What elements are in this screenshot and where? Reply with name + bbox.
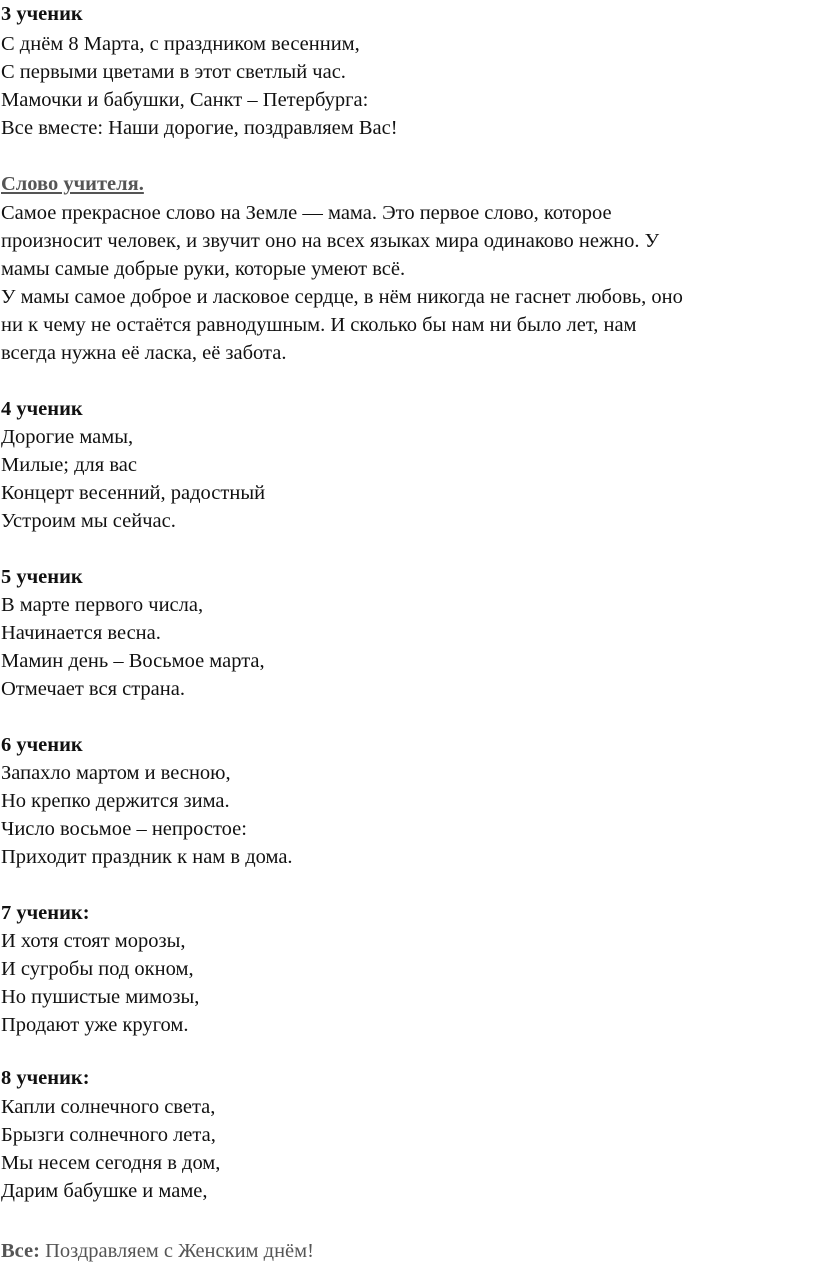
heading-student-4: 4 ученик xyxy=(1,398,83,420)
poem-line: Все вместе: Наши дорогие, поздравляем Вас! xyxy=(1,117,398,139)
heading-teacher-word: Слово учителя. xyxy=(1,173,144,195)
poem-line: Начинается весна. xyxy=(1,622,161,644)
poem-line: Продают уже кругом. xyxy=(1,1014,189,1036)
poem-line: Концерт весенний, радостный xyxy=(1,482,266,504)
poem-line: Брызги солнечного лета, xyxy=(1,1124,216,1146)
prose-line: произносит человек, и звучит оно на всех языках мира одинаково нежно. У xyxy=(1,230,660,252)
prose-line: ни к чему не остаётся равнодушным. И сколько бы нам ни было лет, нам xyxy=(1,314,637,336)
poem-line: Мамочки и бабушки, Санкт – Петербурга: xyxy=(1,89,369,111)
heading-student-3: 3 ученик xyxy=(1,3,83,25)
poem-line: Мамин день – Восьмое марта, xyxy=(1,650,265,672)
poem-line: И хотя стоят морозы, xyxy=(1,930,186,952)
poem-line: Запахло мартом и весною, xyxy=(1,762,231,784)
poem-line: Но крепко держится зима. xyxy=(1,790,230,812)
poem-line: С первыми цветами в этот светлый час. xyxy=(1,61,346,83)
heading-student-6: 6 ученик xyxy=(1,734,83,756)
poem-line: Капли солнечного света, xyxy=(1,1096,216,1118)
prose-line: Самое прекрасное слово на Земле — мама. Это первое слово, которое xyxy=(1,202,612,224)
heading-student-5: 5 ученик xyxy=(1,566,83,588)
poem-line: Но пушистые мимозы, xyxy=(1,986,200,1008)
prose-line: всегда нужна её ласка, её забота. xyxy=(1,342,287,364)
poem-line: Число восьмое – непростое: xyxy=(1,818,247,840)
final-text: Поздравляем с Женским днём! xyxy=(39,1240,314,1262)
poem-line: Дорогие мамы, xyxy=(1,426,134,448)
poem-line: Устроим мы сейчас. xyxy=(1,510,176,532)
poem-line: Мы несем сегодня в дом, xyxy=(1,1152,221,1174)
poem-line: Милые; для вас xyxy=(1,454,137,476)
poem-line: И сугробы под окном, xyxy=(1,958,194,980)
poem-line: Приходит праздник к нам в дома. xyxy=(1,846,293,868)
heading-student-7: 7 ученик: xyxy=(1,902,90,924)
poem-line: В марте первого числа, xyxy=(1,594,204,616)
prose-line: мамы самые добрые руки, которые умеют всё. xyxy=(1,258,406,280)
heading-student-8: 8 ученик: xyxy=(1,1067,90,1089)
poem-line: Отмечает вся страна. xyxy=(1,678,185,700)
final-line xyxy=(1,1237,314,1265)
poem-line: С днём 8 Марта, с праздником весенним, xyxy=(1,33,360,55)
poem-line: Дарим бабушке и маме, xyxy=(1,1180,208,1202)
prose-line: У мамы самое доброе и ласковое сердце, в нём никогда не гаснет любовь, оно xyxy=(1,286,683,308)
final-label: Все: xyxy=(1,1240,40,1262)
